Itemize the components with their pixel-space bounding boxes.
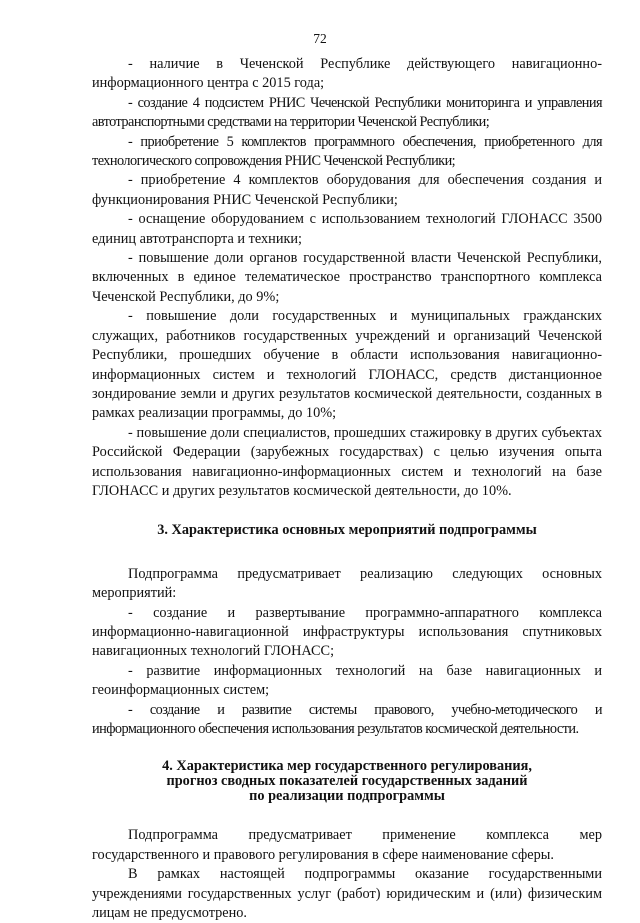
- list-item: - создание и развертывание программно-аппаратного комплекса информационно-навигационной инфраструктуры использования спутниковых навигационных технологий ГЛОНАСС;: [92, 604, 602, 660]
- list-item: - оснащение оборудованием с использованием технологий ГЛОНАСС 3500 единиц автотранспорта и техники;: [92, 211, 602, 247]
- list-item: - повышение доли государственных и муниципальных гражданских служащих, работников государственных учреждений и организаций Чеченской Республики, прошедших обучение в области использования навигационно-информационных систем и технологий ГЛОНАСС, средств дистанционное зондирование земли и других результатов космической деятельности, созданных в рамках реализации программы, до 10%;: [92, 308, 602, 422]
- section-3-intro: Подпрограмма предусматривает реализацию следующих основных мероприятий:: [92, 565, 602, 602]
- section-4-heading-line: 4. Характеристика мер государственного регулирования,: [162, 758, 532, 775]
- list-item: - повышение доли специалистов, прошедших стажировку в других субъектах Российской Федерации (зарубежных государствах) с целью изучения опыта использования навигационно-информационных систем и технологий на базе ГЛОНАСС и других результатов космической деятельности, до 10%.: [92, 424, 602, 499]
- list-item: - развитие информационных технологий на базе навигационных и геоинформационных систем;: [92, 662, 602, 699]
- section-4-heading-line: по реализации подпрограммы: [249, 788, 445, 805]
- section-4-heading-line: прогноз сводных показателей государственных заданий: [166, 773, 528, 790]
- section-4-heading: [92, 759, 602, 804]
- list-item: - приобретение 4 комплектов оборудования для обеспечения создания и функционирования РНИС Чеченской Республики;: [92, 172, 602, 208]
- document-body: [92, 55, 602, 923]
- list-item: - создание и развитие системы правового, учебно-методического и информационного обеспечения использования результатов космической деятельности.: [92, 701, 602, 737]
- list-item: - приобретение 5 комплектов программного обеспечения, приобретенного для технологического сопровождения РНИС Чеченской Республики;: [92, 133, 602, 170]
- section-4-paragraph: В рамках настоящей подпрограммы оказание государственными учреждениями государственных услуг (работ) юридическим и (или) физическим лицам не предусмотрено.: [92, 866, 602, 922]
- list-item: - наличие в Чеченской Республике действующего навигационно-информационного центра с 2015 года;: [92, 56, 602, 92]
- page-number: 72: [313, 31, 327, 46]
- section-4-paragraph: Подпрограмма предусматривает применение комплекса мер государственного и правового регулирования в сфере наименование сферы.: [92, 827, 602, 863]
- list-item: - повышение доли органов государственной власти Чеченской Республики, включенных в единое телематическое пространство транспортного комплекса Чеченской Республики, до 9%;: [92, 250, 602, 305]
- list-item: - создание 4 подсистем РНИС Чеченской Республики мониторинга и управления автотранспортными средствами на территории Чеченской Республики;: [92, 94, 602, 131]
- section-3-heading: 3. Характеристика основных мероприятий подпрограммы: [157, 522, 537, 539]
